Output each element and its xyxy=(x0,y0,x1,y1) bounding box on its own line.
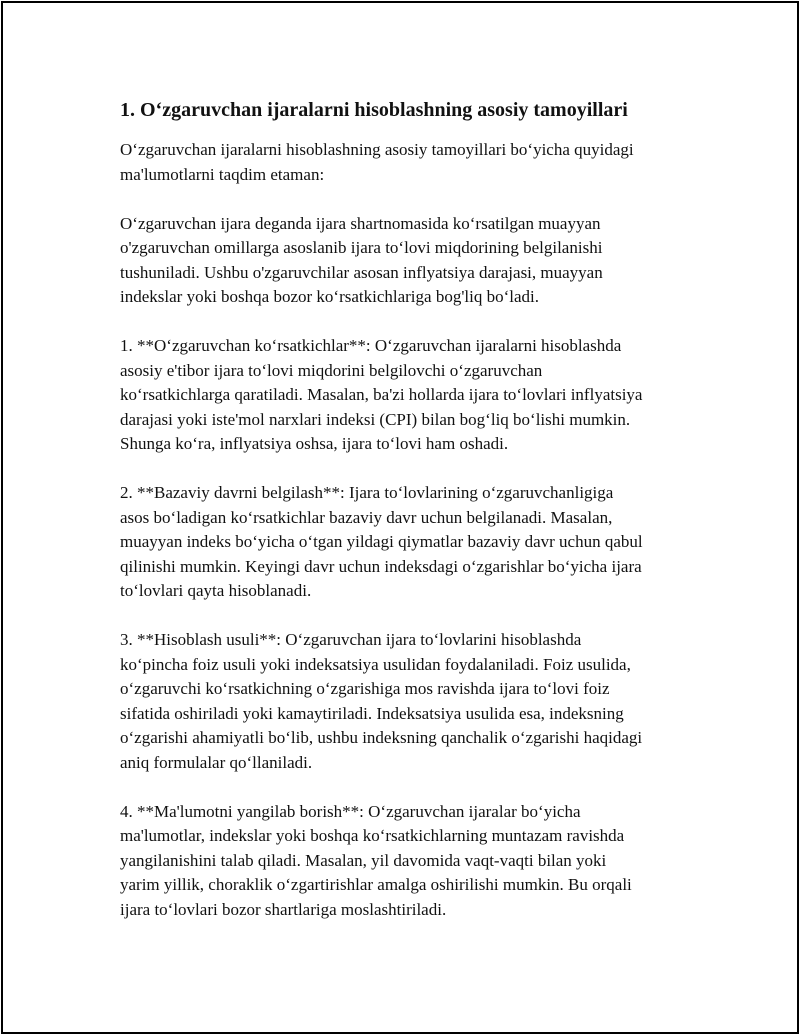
paragraph-line: ijara toʻlovlari bozor shartlariga moslashtiriladi. xyxy=(120,899,447,919)
paragraph-line: 3. **Hisoblash usuli**: Oʻzgaruvchan ijara toʻlovlarini hisoblashda xyxy=(120,630,582,649)
list-item-3-paragraph xyxy=(120,628,700,775)
paragraph-line: yarim yillik, choraklik oʻzgartirishlar amalga oshirilishi mumkin. Bu orqali xyxy=(120,875,632,894)
paragraph-line: tushuniladi. Ushbu o'zgaruvchilar asosan inflyatsiya darajasi, muayyan xyxy=(120,262,603,282)
paragraph-line: Oʻzgaruvchan ijaralarni hisoblashning asosiy tamoyillari boʻyicha quyidagi xyxy=(120,140,634,159)
list-item-2-paragraph xyxy=(120,481,700,604)
paragraph-line: koʻpincha foiz usuli yoki indeksatsiya usulidan foydalaniladi. Foiz usulida, xyxy=(120,654,631,674)
document-body xyxy=(120,97,700,947)
paragraph-line: sifatida oshiriladi yoki kamaytiriladi. Indeksatsiya usulida esa, indeksning xyxy=(120,703,624,723)
paragraph-line: ma'lumotlar, indekslar yoki boshqa koʻrsatkichlarning muntazam ravishda xyxy=(120,826,625,845)
definition-paragraph xyxy=(120,212,700,310)
intro-paragraph xyxy=(120,138,700,187)
paragraph-line: koʻrsatkichlarga qaratiladi. Masalan, ba'zi hollarda ijara toʻlovlari inflyatsiya xyxy=(120,385,643,404)
paragraph-line: asos boʻladigan koʻrsatkichlar bazaviy davr uchun belgilanadi. Masalan, xyxy=(120,507,613,527)
paragraph-line: indekslar yoki boshqa bozor koʻrsatkichlariga bog'liq boʻladi. xyxy=(120,287,539,306)
paragraph-line: qilinishi mumkin. Keyingi davr uchun indeksdagi oʻzgarishlar boʻyicha ijara xyxy=(120,556,642,576)
paragraph-line: yangilanishini talab qiladi. Masalan, yil davomida vaqt-vaqti bilan yoki xyxy=(120,850,607,870)
paragraph-line: aniq formulalar qoʻllaniladi. xyxy=(120,752,313,772)
paragraph-line: oʻzgarishi ahamiyatli boʻlib, ushbu indeksning qanchalik oʻzgarishi haqidagi xyxy=(120,728,643,747)
paragraph-line: 1. **Oʻzgaruvchan koʻrsatkichlar**: Oʻzgaruvchan ijaralarni hisoblashda xyxy=(120,336,622,355)
paragraph-line: 2. **Bazaviy davrni belgilash**: Ijara toʻlovlarining oʻzgaruvchanligiga xyxy=(120,483,614,502)
paragraph-line: Oʻzgaruvchan ijara deganda ijara shartnomasida koʻrsatilgan muayyan xyxy=(120,213,601,233)
paragraph-line: ma'lumotlarni taqdim etaman: xyxy=(120,164,325,184)
paragraph-line: oʻzgaruvchi koʻrsatkichning oʻzgarishiga mos ravishda ijara toʻlovi foiz xyxy=(120,679,610,698)
document-page xyxy=(1,1,799,1034)
paragraph-line: Shunga koʻra, inflyatsiya oshsa, ijara toʻlovi ham oshadi. xyxy=(120,434,509,453)
paragraph-line: darajasi yoki iste'mol narxlari indeksi (CPI) bilan bogʻliq boʻlishi mumkin. xyxy=(120,409,631,429)
list-item-4-paragraph xyxy=(120,800,700,923)
paragraph-line: asosiy e'tibor ijara toʻlovi miqdorini belgilovchi oʻzgaruvchan xyxy=(120,360,543,380)
list-item-1-paragraph xyxy=(120,334,700,457)
paragraph-line: toʻlovlari qayta hisoblanadi. xyxy=(120,581,312,600)
paragraph-line: 4. **Ma'lumotni yangilab borish**: Oʻzgaruvchan ijaralar boʻyicha xyxy=(120,801,581,821)
paragraph-line: o'zgaruvchan omillarga asoslanib ijara toʻlovi miqdorining belgilanishi xyxy=(120,238,603,257)
paragraph-line: muayyan indeks boʻyicha oʻtgan yildagi qiymatlar bazaviy davr uchun qabul xyxy=(120,532,643,551)
section-heading: 1. Oʻzgaruvchan ijaralarni hisoblashning asosiy tamoyillari xyxy=(120,99,628,121)
